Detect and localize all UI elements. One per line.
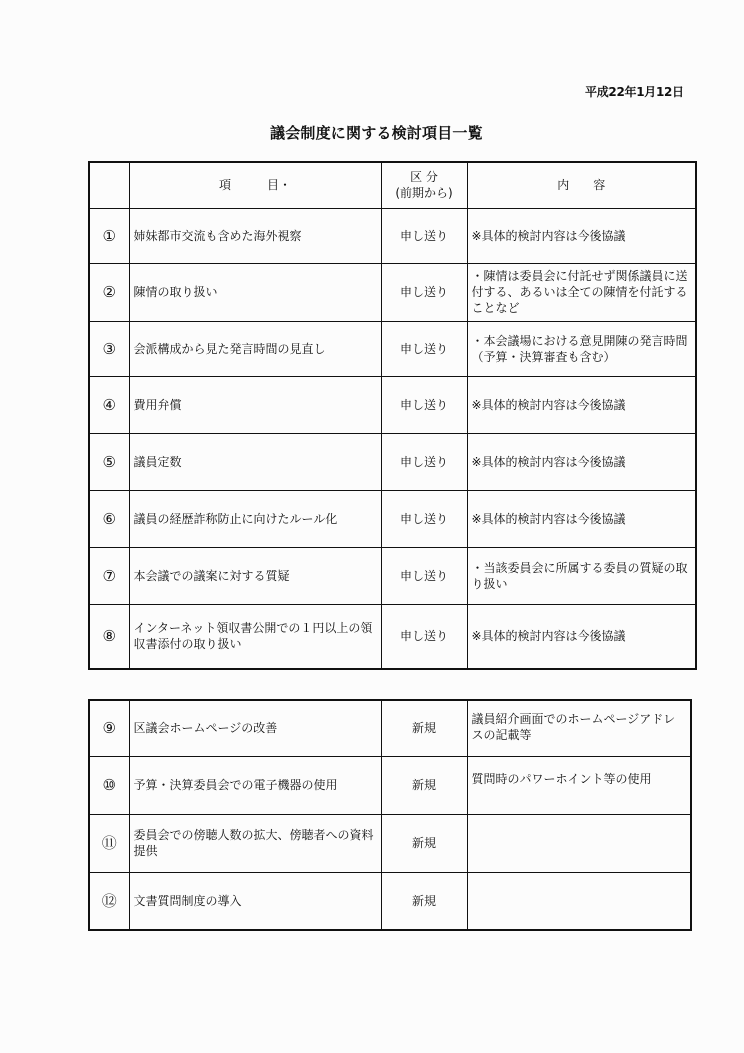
row-number: ① <box>89 208 129 263</box>
row-number: ③ <box>89 321 129 376</box>
row-content: ※具体的検討内容は今後協議 <box>467 376 696 433</box>
row-number: ④ <box>89 376 129 433</box>
table-row <box>89 700 691 756</box>
row-number: ⑦ <box>89 547 129 604</box>
row-item: 予算・決算委員会での電子機器の使用 <box>129 756 381 814</box>
row-content: ※具体的検討内容は今後協議 <box>467 490 696 547</box>
row-category: 新規 <box>381 756 467 814</box>
row-item: 委員会での傍聴人数の拡大、傍聴者への資料提供 <box>129 814 381 872</box>
row-category: 申し送り <box>381 604 467 669</box>
row-item: 費用弁償 <box>129 376 381 433</box>
row-content <box>467 872 691 930</box>
row-category: 申し送り <box>381 490 467 547</box>
row-category: 申し送り <box>381 376 467 433</box>
header-category-line2: (前期から) <box>395 186 453 201</box>
header-content: 内 容 <box>467 162 696 208</box>
row-item: 議員定数 <box>129 433 381 490</box>
previous-items-table <box>88 161 697 670</box>
row-category: 新規 <box>381 700 467 756</box>
row-item: 文書質問制度の導入 <box>129 872 381 930</box>
table-row <box>89 872 691 930</box>
table-row <box>89 263 696 321</box>
row-number: ⑤ <box>89 433 129 490</box>
row-number: ② <box>89 263 129 321</box>
row-category: 申し送り <box>381 433 467 490</box>
row-content: ・当該委員会に所属する委員の質疑の取り扱い <box>467 547 696 604</box>
row-number: ⑥ <box>89 490 129 547</box>
table-row <box>89 547 696 604</box>
row-category: 申し送り <box>381 263 467 321</box>
row-category: 新規 <box>381 872 467 930</box>
row-item: 陳情の取り扱い <box>129 263 381 321</box>
row-content: ・陳情は委員会に付託せず関係議員に送付する、あるいは全ての陳情を付託することなど <box>467 263 696 321</box>
header-category-line1: 区 分 <box>410 170 438 185</box>
row-item: 姉妹都市交流も含めた海外視察 <box>129 208 381 263</box>
new-items-table <box>88 699 692 931</box>
row-item: 議員の経歴詐称防止に向けたルール化 <box>129 490 381 547</box>
row-category: 申し送り <box>381 208 467 263</box>
document-title: 議会制度に関する検討項目一覧 <box>270 124 483 142</box>
row-category: 申し送り <box>381 547 467 604</box>
row-item: 本会議での議案に対する質疑 <box>129 547 381 604</box>
row-number: ⑫ <box>89 872 129 930</box>
table-row <box>89 433 696 490</box>
row-category: 申し送り <box>381 321 467 376</box>
header-category <box>381 162 467 208</box>
table-row <box>89 376 696 433</box>
table-row <box>89 756 691 814</box>
table-row <box>89 321 696 376</box>
table-row <box>89 604 696 669</box>
header-num-cell <box>89 162 129 208</box>
table-header-row <box>89 162 696 208</box>
row-item: インターネット領収書公開での１円以上の領収書添付の取り扱い <box>129 604 381 669</box>
row-content: ※具体的検討内容は今後協議 <box>467 433 696 490</box>
header-item: 項 目・ <box>129 162 381 208</box>
row-category: 新規 <box>381 814 467 872</box>
row-item: 区議会ホームページの改善 <box>129 700 381 756</box>
row-number: ⑪ <box>89 814 129 872</box>
row-content <box>467 814 691 872</box>
row-item: 会派構成から見た発言時間の見直し <box>129 321 381 376</box>
row-content: 質問時のパワーホイント等の使用 <box>467 756 691 814</box>
table-row <box>89 490 696 547</box>
row-content: ※具体的検討内容は今後協議 <box>467 604 696 669</box>
row-number: ⑧ <box>89 604 129 669</box>
table-row <box>89 208 696 263</box>
row-number: ⑩ <box>89 756 129 814</box>
row-number: ⑨ <box>89 700 129 756</box>
document-date: 平成22年1月12日 <box>585 85 684 99</box>
row-content: ・本会議場における意見開陳の発言時間（予算・決算審査も含む） <box>467 321 696 376</box>
row-content: 議員紹介画面でのホームページアドレスの記載等 <box>467 700 691 756</box>
row-content: ※具体的検討内容は今後協議 <box>467 208 696 263</box>
table-row <box>89 814 691 872</box>
